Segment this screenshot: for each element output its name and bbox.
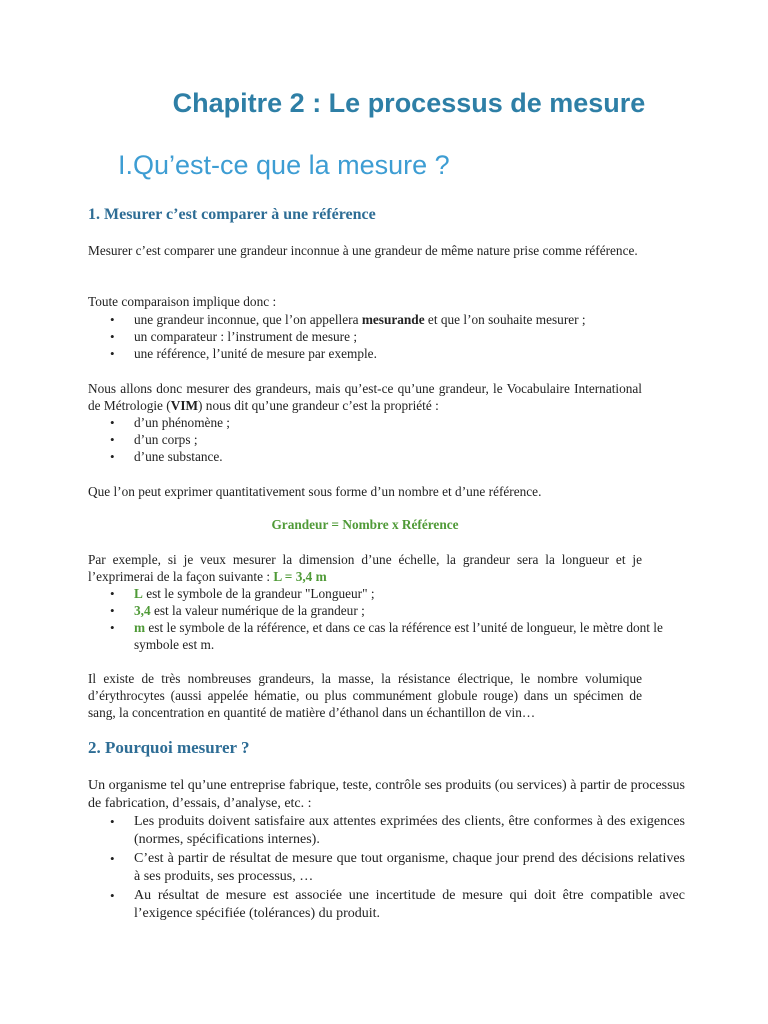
formula: Grandeur = Nombre x Référence (271, 517, 459, 532)
item-text: et que l’on souhaite mesurer ; (424, 312, 586, 327)
chapter-title: Chapitre 2 : Le processus de mesure (172, 88, 646, 118)
item-text: est la valeur numérique de la grandeur ; (150, 603, 365, 618)
mesurande-term: mesurande (361, 312, 425, 327)
vim-text: Nous allons donc mesurer des grandeurs, mais qu’est-ce qu’une grandeur, le Vocabulaire International de Métrologie ( (88, 381, 642, 413)
list-item (110, 311, 586, 328)
list-item (110, 619, 685, 653)
property-list (110, 414, 230, 465)
example-text: Par exemple, si je veux mesurer la dimension d’une échelle, la grandeur sera la longueur et je l’exprimerai de la façon suivante : (88, 552, 642, 584)
unit-key: m (134, 620, 146, 635)
value-key: 3,4 (134, 603, 151, 618)
section2-intro: Un organisme tel qu’une entreprise fabrique, teste, contrôle ses produits (ou services) à partir de processus de fabrication, d’essais, d’analyse, etc. : (88, 778, 685, 811)
comparison-list (110, 311, 586, 362)
list-item: • d’une substance. (110, 448, 230, 465)
vim-paragraph (88, 380, 642, 414)
list-item: • d’un corps ; (110, 431, 230, 448)
section1-heading: 1. Mesurer c’est comparer à une référence (88, 206, 376, 223)
section2-list (110, 813, 685, 924)
part-heading: I.Qu’est-ce que la mesure ? (118, 150, 450, 180)
list-item: • un comparateur : l’instrument de mesure ; (110, 328, 586, 345)
section2-heading: 2. Pourquoi mesurer ? (88, 738, 250, 757)
list-item: • C’est à partir de résultat de mesure que tout organisme, chaque jour prend des décisions relatives à ses produits, ses processus, … (110, 850, 685, 885)
section1-intro: Mesurer c’est comparer une grandeur inconnue à une grandeur de même nature prise comme référence. (88, 243, 638, 258)
list-item: • Au résultat de mesure est associée une incertitude de mesure qui doit être compatible avec l’exigence spécifiée (tolérances) du produit. (110, 887, 685, 922)
comparison-intro: Toute comparaison implique donc : (88, 294, 277, 309)
symbol-key: L (134, 586, 143, 601)
example-paragraph (88, 551, 642, 585)
item-text: est le symbole de la grandeur "Longueur" ; (142, 586, 375, 601)
item-text: est le symbole de la référence, et dans ce cas la référence est l’unité de longueur, le mètre dont le symbole est m. (134, 620, 663, 652)
list-item: • une référence, l’unité de mesure par exemple. (110, 345, 586, 362)
example-formula: L = 3,4 m (273, 569, 327, 584)
list-item (110, 585, 685, 602)
vim-term: VIM (170, 398, 199, 413)
quantitative-paragraph: Que l’on peut exprimer quantitativement sous forme d’un nombre et d’une référence. (88, 484, 542, 499)
list-item (110, 602, 685, 619)
example-list (110, 585, 685, 653)
list-item: • Les produits doivent satisfaire aux attentes exprimées des clients, être conformes à des exigences (normes, spécifications internes). (110, 813, 685, 848)
item-text: une grandeur inconnue, que l’on appellera (134, 312, 362, 327)
vim-text: ) nous dit qu’une grandeur c’est la propriété : (198, 398, 439, 413)
list-item: • d’un phénomène ; (110, 414, 230, 431)
many-quantities-paragraph: Il existe de très nombreuses grandeurs, la masse, la résistance électrique, le nombre volumique d’érythrocytes (aussi appelée hématie, ou plus communément globule rouge) dans un spécimen de sang, la concentration en quantité de matière d’éthanol dans un échantillon de vin… (88, 671, 642, 720)
